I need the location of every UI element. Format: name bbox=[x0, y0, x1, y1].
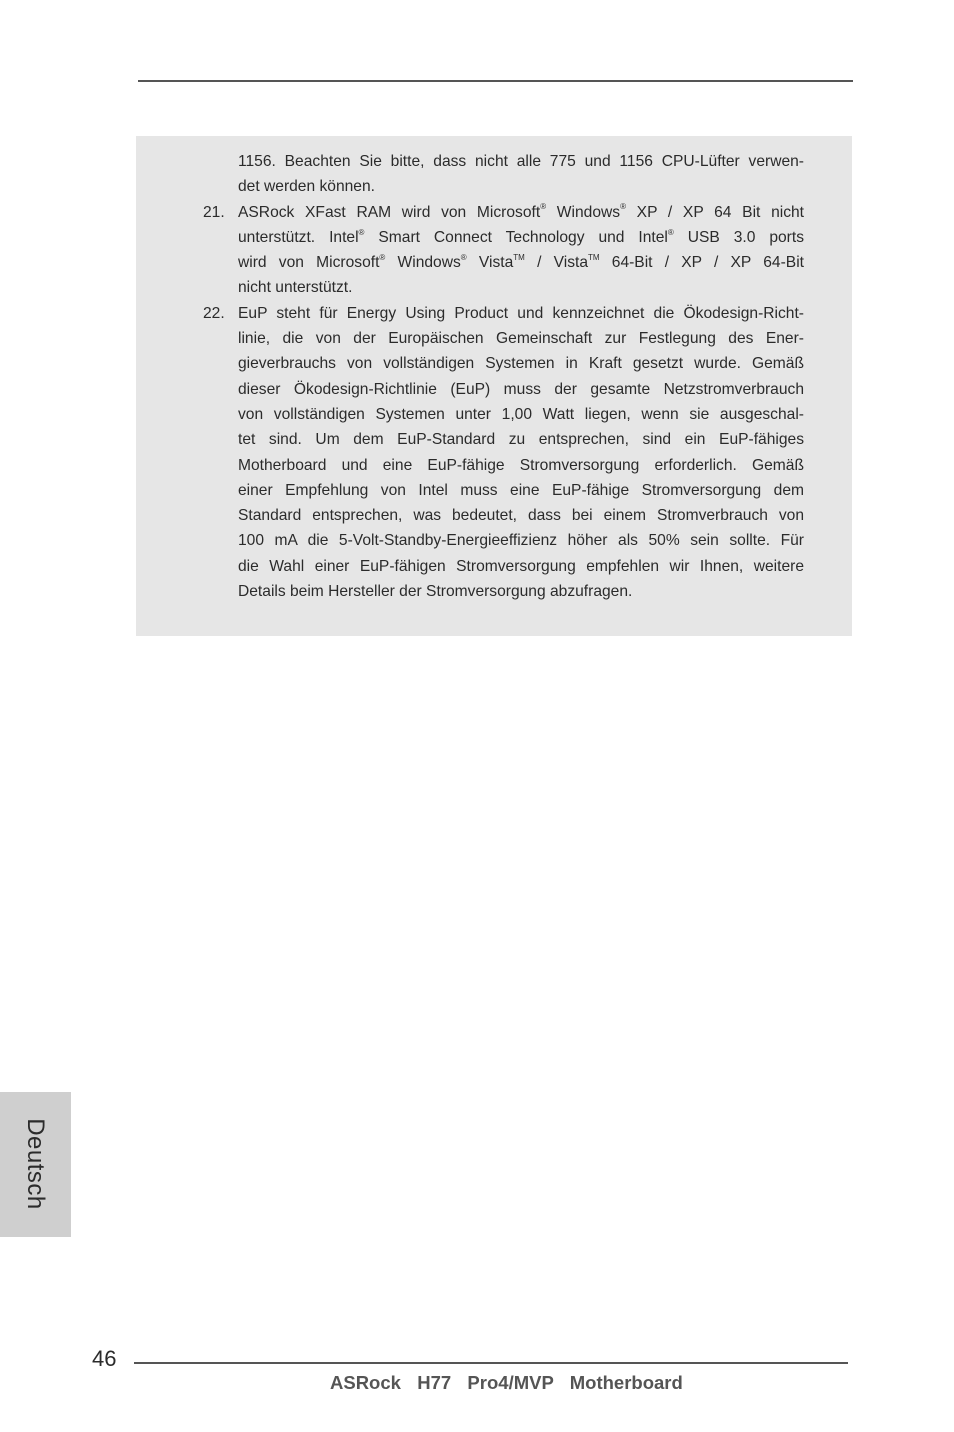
item-line: von vollständigen Systemen unter 1,00 Watt liegen, wenn sie ausgeschal- bbox=[238, 405, 804, 423]
registered-mark: ® bbox=[358, 227, 365, 237]
footer-title: ASRock H77 Pro4/MVP Motherboard bbox=[330, 1372, 683, 1393]
trademark-mark: TM bbox=[513, 253, 525, 262]
item-line: dieser Ökodesign-Richtlinie (EuP) muss der gesamte Netzstromverbrauch bbox=[238, 380, 804, 398]
registered-mark: ® bbox=[540, 202, 547, 212]
registered-mark: ® bbox=[460, 253, 467, 262]
item-body bbox=[238, 200, 804, 301]
item-line: Standard entsprechen, was bedeutet, dass bei einem Stromverbrauch von bbox=[238, 507, 804, 525]
item-line: Motherboard und eine EuP-fähige Stromversorgung erforderlich. Gemäß bbox=[238, 456, 804, 474]
registered-mark: ® bbox=[379, 253, 386, 262]
item-line: unterstützt. Intel® Smart Connect Technology und Intel® USB 3.0 ports bbox=[238, 227, 804, 246]
item-number: 22. bbox=[203, 304, 225, 322]
header-rule bbox=[138, 80, 853, 82]
page-number: 46 bbox=[92, 1346, 117, 1371]
item-line: tet sind. Um dem EuP-Standard zu entsprechen, sind ein EuP-fähiges bbox=[238, 431, 804, 449]
item-line: wird von Microsoft® Windows® Vista™ / Vista™ 64-Bit / XP / XP 64-Bit bbox=[238, 253, 804, 272]
language-side-tab bbox=[0, 1092, 71, 1237]
side-tab-label: Deutsch bbox=[22, 1118, 49, 1210]
item-line: 100 mA die 5-Volt-Standby-Energieeffizienz höher als 50% sein sollte. Für bbox=[238, 532, 804, 550]
continuation-line: det werden können. bbox=[238, 178, 375, 196]
note-box bbox=[136, 136, 852, 636]
note-continuation bbox=[238, 149, 804, 200]
item-body bbox=[238, 301, 804, 605]
item-line: Details beim Hersteller der Stromversorgung abzufragen. bbox=[238, 583, 633, 601]
item-line: die Wahl einer EuP-fähigen Stromversorgung empfehlen wir Ihnen, weitere bbox=[238, 557, 804, 575]
item-line: linie, die von der Europäischen Gemeinschaft zur Festlegung des Ener- bbox=[238, 330, 804, 348]
item-line: EuP steht für Energy Using Product und kennzeichnet die Ökodesign-Richt- bbox=[238, 304, 804, 322]
trademark-mark: TM bbox=[588, 253, 600, 262]
item-line: einer Empfehlung von Intel muss eine EuP-fähige Stromversorgung dem bbox=[238, 481, 804, 499]
item-number: 21. bbox=[203, 203, 225, 221]
item-line: nicht unterstützt. bbox=[238, 279, 353, 297]
item-line: gieverbrauchs von vollständigen Systemen in Kraft gesetzt wurde. Gemäß bbox=[238, 355, 804, 373]
registered-mark: ® bbox=[667, 227, 674, 237]
continuation-line: 1156. Beachten Sie bitte, dass nicht alle 775 und 1156 CPU-Lüfter verwen- bbox=[238, 153, 804, 170]
registered-mark: ® bbox=[620, 202, 626, 212]
footer-rule bbox=[134, 1362, 848, 1364]
item-line: ASRock XFast RAM wird von Microsoft® Windows® XP / XP 64 Bit nicht bbox=[238, 202, 805, 221]
